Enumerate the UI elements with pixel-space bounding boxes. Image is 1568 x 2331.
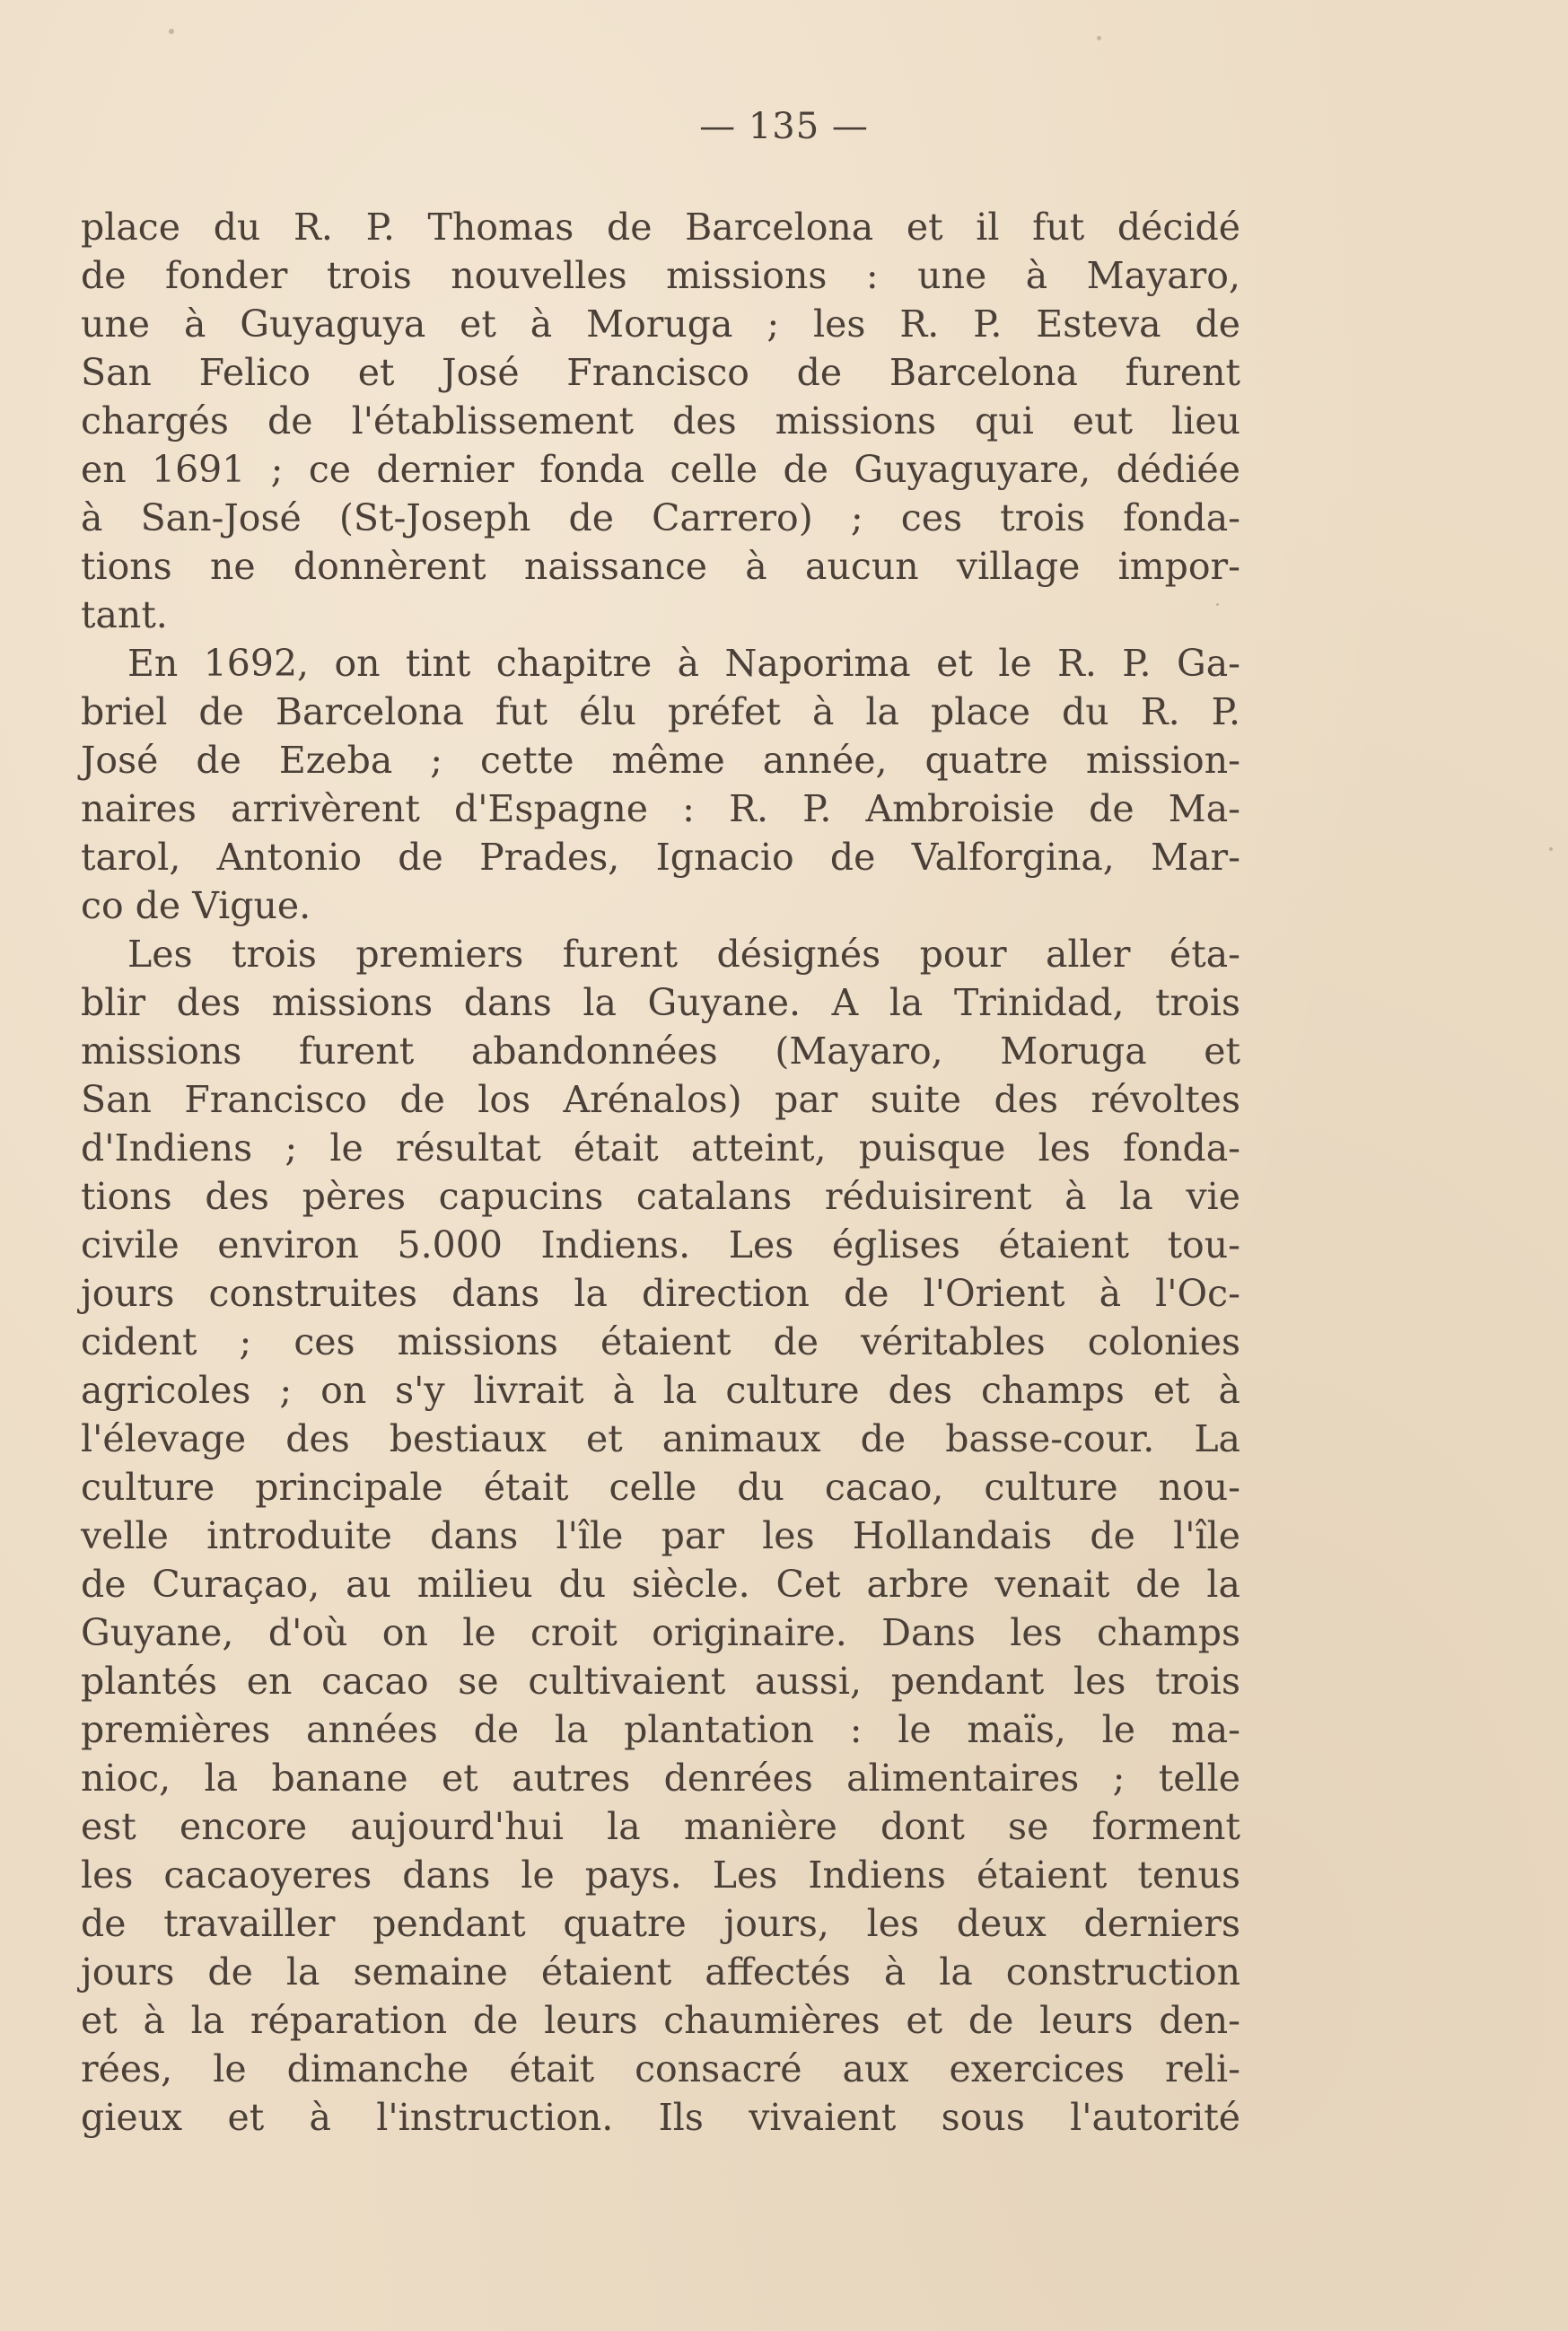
text-line: civile environ 5.000 Indiens. Les églises étaient tou- xyxy=(81,1223,1240,1266)
text-line: et à la réparation de leurs chaumières et de leurs den- xyxy=(81,1999,1240,2042)
paper-speck xyxy=(1549,847,1553,851)
text-line: Guyane, d'où on le croit originaire. Dans les champs xyxy=(81,1611,1240,1654)
paper-speck xyxy=(169,29,174,34)
text-line: l'élevage des bestiaux et animaux de basse-cour. La xyxy=(81,1417,1240,1460)
text-line: gieux et à l'instruction. Ils vivaient sous l'autorité xyxy=(81,2096,1240,2139)
text-line: José de Ezeba ; cette même année, quatre mission- xyxy=(81,739,1240,782)
text-line: tions ne donnèrent naissance à aucun village impor- xyxy=(81,545,1240,588)
text-line: chargés de l'établissement des missions qui eut lieu xyxy=(81,399,1240,443)
text-line: d'Indiens ; le résultat était atteint, puisque les fonda- xyxy=(81,1126,1240,1170)
text-line: cident ; ces missions étaient de véritables colonies xyxy=(81,1320,1240,1363)
text-line: co de Vigue. xyxy=(81,884,311,927)
paper-speck xyxy=(1097,36,1101,40)
text-line: de travailler pendant quatre jours, les deux derniers xyxy=(81,1902,1240,1945)
text-line: place du R. P. Thomas de Barcelona et il fut décidé xyxy=(81,206,1240,249)
text-line: premières années de la plantation : le maïs, le ma- xyxy=(81,1708,1240,1751)
text-line: tant. xyxy=(81,593,168,636)
text-line: agricoles ; on s'y livrait à la culture des champs et à xyxy=(81,1369,1240,1412)
text-line: blir des missions dans la Guyane. A la Trinidad, trois xyxy=(81,981,1240,1024)
text-line: briel de Barcelona fut élu préfet à la place du R. P. xyxy=(81,690,1240,733)
text-line: velle introduite dans l'île par les Hollandais de l'île xyxy=(81,1514,1240,1557)
text-line: nioc, la banane et autres denrées alimentaires ; telle xyxy=(81,1757,1240,1800)
text-line: une à Guyaguya et à Moruga ; les R. P. Esteva de xyxy=(81,302,1240,346)
text-line: tarol, Antonio de Prades, Ignacio de Valforgina, Mar- xyxy=(81,836,1240,879)
text-line: de Curaçao, au milieu du siècle. Cet arbre venait de la xyxy=(81,1563,1240,1606)
text-line: tions des pères capucins catalans réduisirent à la vie xyxy=(81,1175,1240,1218)
body-text xyxy=(81,203,1240,2142)
text-line: culture principale était celle du cacao, culture nou- xyxy=(81,1466,1240,1509)
text-line: les cacaoyeres dans le pays. Les Indiens étaient tenus xyxy=(81,1853,1240,1897)
text-line: en 1691 ; ce dernier fonda celle de Guyaguyare, dédiée xyxy=(81,448,1240,491)
text-line: En 1692, on tint chapitre à Naporima et le R. P. Ga- xyxy=(127,642,1240,685)
text-line: rées, le dimanche était consacré aux exercices reli- xyxy=(81,2047,1240,2090)
text-line: Les trois premiers furent désignés pour aller éta- xyxy=(127,933,1240,976)
text-line: San Francisco de los Arénalos) par suite des révoltes xyxy=(81,1078,1240,1121)
text-line: plantés en cacao se cultivaient aussi, pendant les trois xyxy=(81,1660,1240,1703)
text-line: de fonder trois nouvelles missions : une à Mayaro, xyxy=(81,254,1240,297)
page-number: — 135 — xyxy=(699,106,869,147)
text-line: missions furent abandonnées (Mayaro, Moruga et xyxy=(81,1030,1240,1073)
text-line: San Felico et José Francisco de Barcelona furent xyxy=(81,351,1240,394)
text-line: naires arrivèrent d'Espagne : R. P. Ambroisie de Ma- xyxy=(81,787,1240,830)
text-line: jours construites dans la direction de l'Orient à l'Oc- xyxy=(81,1272,1240,1315)
text-line: jours de la semaine étaient affectés à la construction xyxy=(81,1950,1240,1994)
text-line: est encore aujourd'hui la manière dont se forment xyxy=(81,1805,1240,1848)
text-line: à San-José (St-Joseph de Carrero) ; ces trois fonda- xyxy=(81,496,1240,539)
